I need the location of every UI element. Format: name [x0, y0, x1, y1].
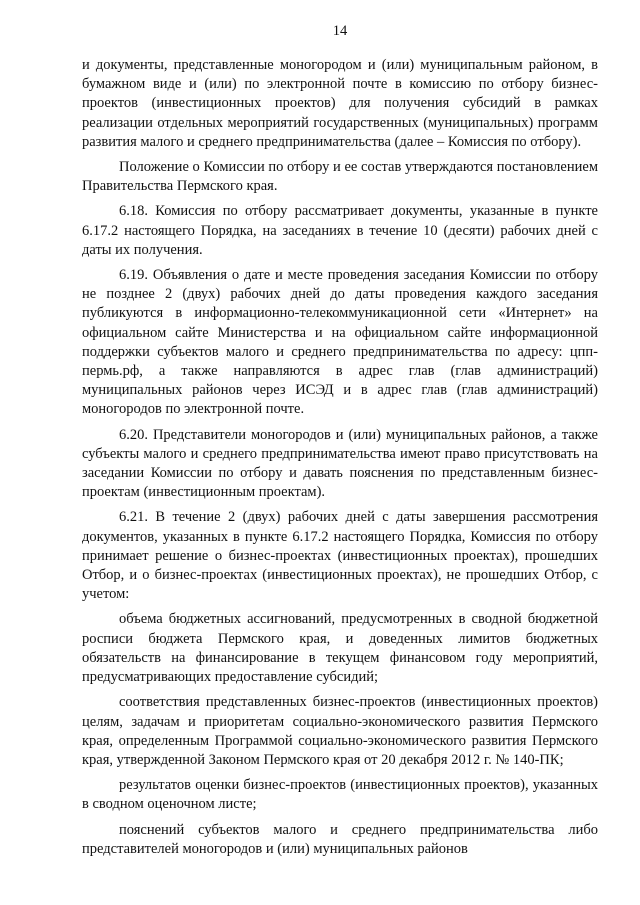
paragraph-6-21: 6.21. В течение 2 (двух) рабочих дней с даты завершения рассмотрения документов, указанных в пункте 6.17.2 настоящего Порядка, Комиссия по отбору принимает решение о бизнес-проектах (инвестиционных проектах), прошедших Отбор, и о бизнес-проектах (инвестиционных проектах), не прошедших Отбор, с учетом: [82, 509, 598, 603]
page-number: 14 [332, 23, 348, 39]
criterion-explanations: пояснений субъектов малого и среднего предпринимательства либо представителей моногородов и (или) муниципальных районов [82, 821, 598, 857]
criterion-compliance: соответствия представленных бизнес-проектов (инвестиционных проектов) целям, задачам и приоритетам социально-экономического развития Пермского края, определенным Программой социально-экономического развития Пермского края, утвержденной Законом Пермского края от 20 декабря 2012 г. № 140-ПК; [82, 694, 598, 768]
paragraph-6-18: 6.18. Комиссия по отбору рассматривает документы, указанные в пункте 6.17.2 настоящего Порядка, на заседаниях в течение 10 (десяти) рабочих дней с даты их получения. [82, 203, 598, 258]
paragraph-6-19: 6.19. Объявления о дате и месте проведения заседания Комиссии по отбору не позднее 2 (двух) рабочих дней до даты проведения каждого заседания публикуются в информационно-телекоммуникационной сети «Интернет» на официальном сайте Министерства и на официальном сайте информационной поддержки субъектов малого и среднего предпринимательства по адресу: цпп-пермь.рф, а также направляются в адрес глав (глав администраций) муниципальных районов через ИСЭД и в адрес глав (глав администраций) моногородов по электронной почте. [82, 267, 598, 418]
paragraph-6-20: 6.20. Представители моногородов и (или) муниципальных районов, а также субъекты малого и среднего предпринимательства имеют право присутствовать на заседании Комиссии по отбору и давать пояснения по представленным бизнес-проектам (инвестиционным проектам). [82, 426, 598, 501]
document-body [82, 56, 598, 859]
criterion-budget: объема бюджетных ассигнований, предусмотренных в сводной бюджетной росписи бюджета Пермского края, и доведенных лимитов бюджетных обязательств на финансирование в текущем финансовом году мероприятий, предусматривающих предоставление субсидий; [82, 611, 598, 686]
paragraph-continuation: и документы, представленные моногородом и (или) муниципальным районом, в бумажном виде и (или) по электронной почте в комиссию по отбору бизнес-проектов (инвестиционных проектов) для получения субсидий в рамках реализации отдельных мероприятий государственных (муниципальных) программ развития малого и среднего предпринимательства (далее – Комиссия по отбору). [82, 57, 598, 150]
paragraph-commission-regulation: Положение о Комиссии по отбору и ее состав утверждаются постановлением Правительства Пермского края. [82, 159, 598, 195]
criterion-evaluation: результатов оценки бизнес-проектов (инвестиционных проектов), указанных в сводном оценочном листе; [82, 777, 598, 813]
